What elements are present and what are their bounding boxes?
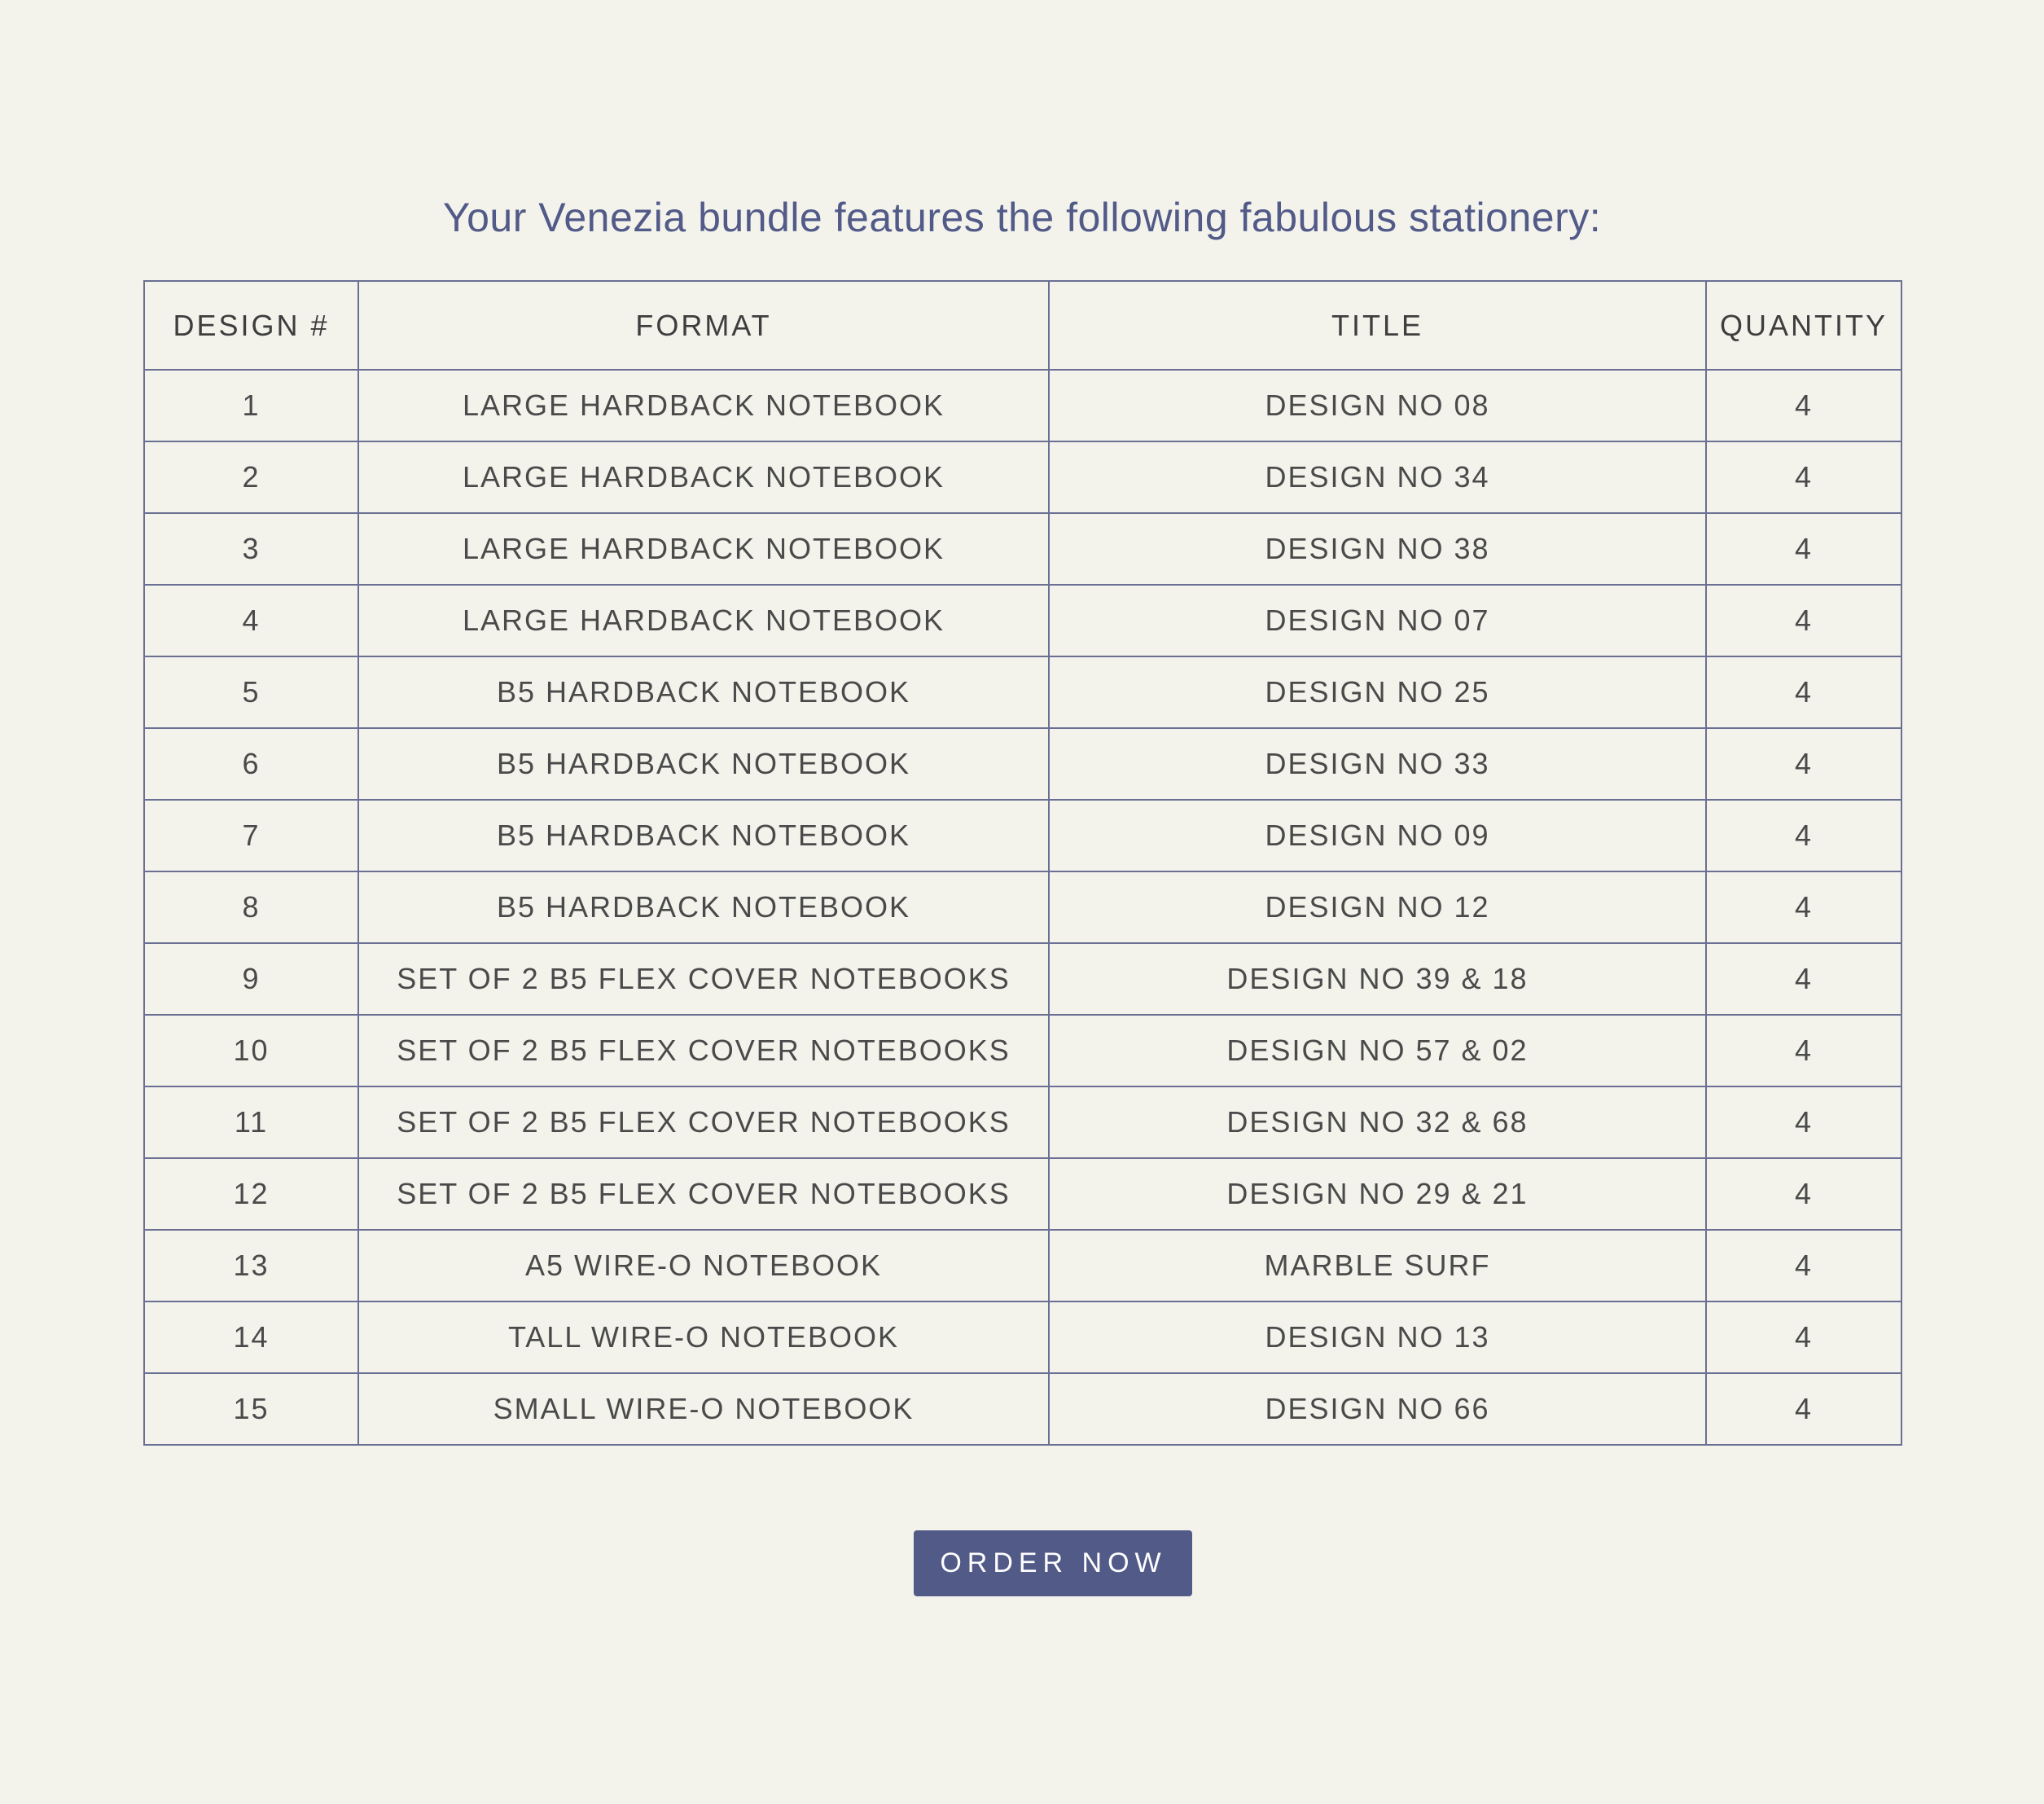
cell-title: MARBLE SURF [1049, 1230, 1706, 1301]
cell-format: LARGE HARDBACK NOTEBOOK [358, 513, 1049, 585]
cell-quantity: 4 [1706, 513, 1901, 585]
cell-design-number: 9 [144, 943, 358, 1015]
cell-design-number: 5 [144, 656, 358, 728]
cell-format: A5 WIRE-O NOTEBOOK [358, 1230, 1049, 1301]
cell-design-number: 11 [144, 1086, 358, 1158]
table-header-row [144, 281, 1901, 370]
table-row [144, 1015, 1901, 1086]
table-row [144, 585, 1901, 656]
cell-title: DESIGN NO 13 [1049, 1301, 1706, 1373]
cell-quantity: 4 [1706, 1230, 1901, 1301]
header-format: FORMAT [358, 281, 1049, 370]
cell-quantity: 4 [1706, 1015, 1901, 1086]
table-row [144, 1230, 1901, 1301]
table-row [144, 1086, 1901, 1158]
cell-title: DESIGN NO 57 & 02 [1049, 1015, 1706, 1086]
table-row [144, 513, 1901, 585]
cell-design-number: 15 [144, 1373, 358, 1445]
cell-format: LARGE HARDBACK NOTEBOOK [358, 370, 1049, 441]
cell-quantity: 4 [1706, 943, 1901, 1015]
cell-title: DESIGN NO 34 [1049, 441, 1706, 513]
cell-quantity: 4 [1706, 1301, 1901, 1373]
cell-title: DESIGN NO 38 [1049, 513, 1706, 585]
table-row [144, 728, 1901, 800]
cell-quantity: 4 [1706, 800, 1901, 871]
cell-design-number: 7 [144, 800, 358, 871]
cell-title: DESIGN NO 39 & 18 [1049, 943, 1706, 1015]
cell-quantity: 4 [1706, 871, 1901, 943]
cell-design-number: 6 [144, 728, 358, 800]
cell-format: B5 HARDBACK NOTEBOOK [358, 800, 1049, 871]
cell-quantity: 4 [1706, 656, 1901, 728]
cell-format: SET OF 2 B5 FLEX COVER NOTEBOOKS [358, 1158, 1049, 1230]
cell-design-number: 13 [144, 1230, 358, 1301]
cell-quantity: 4 [1706, 1086, 1901, 1158]
cell-design-number: 2 [144, 441, 358, 513]
table-row [144, 1373, 1901, 1445]
header-quantity: QUANTITY [1706, 281, 1901, 370]
cell-quantity: 4 [1706, 441, 1901, 513]
cell-design-number: 1 [144, 370, 358, 441]
cell-format: LARGE HARDBACK NOTEBOOK [358, 585, 1049, 656]
order-now-button[interactable]: ORDER NOW [914, 1530, 1192, 1596]
cell-title: DESIGN NO 09 [1049, 800, 1706, 871]
cell-design-number: 14 [144, 1301, 358, 1373]
stationery-table [143, 280, 1902, 1446]
cell-format: LARGE HARDBACK NOTEBOOK [358, 441, 1049, 513]
cell-design-number: 3 [144, 513, 358, 585]
cell-format: SMALL WIRE-O NOTEBOOK [358, 1373, 1049, 1445]
cell-title: DESIGN NO 07 [1049, 585, 1706, 656]
header-title: TITLE [1049, 281, 1706, 370]
cell-title: DESIGN NO 33 [1049, 728, 1706, 800]
cell-quantity: 4 [1706, 585, 1901, 656]
cell-title: DESIGN NO 29 & 21 [1049, 1158, 1706, 1230]
cell-quantity: 4 [1706, 1373, 1901, 1445]
cell-format: TALL WIRE-O NOTEBOOK [358, 1301, 1049, 1373]
table-row [144, 370, 1901, 441]
cell-design-number: 4 [144, 585, 358, 656]
cell-quantity: 4 [1706, 728, 1901, 800]
cell-design-number: 12 [144, 1158, 358, 1230]
cell-quantity: 4 [1706, 370, 1901, 441]
table-row [144, 441, 1901, 513]
table-row [144, 871, 1901, 943]
cell-format: B5 HARDBACK NOTEBOOK [358, 656, 1049, 728]
cell-title: DESIGN NO 08 [1049, 370, 1706, 441]
table-row [144, 1158, 1901, 1230]
cell-format: B5 HARDBACK NOTEBOOK [358, 728, 1049, 800]
cell-format: B5 HARDBACK NOTEBOOK [358, 871, 1049, 943]
cell-title: DESIGN NO 25 [1049, 656, 1706, 728]
table-row [144, 800, 1901, 871]
cell-title: DESIGN NO 32 & 68 [1049, 1086, 1706, 1158]
header-design-number: DESIGN # [144, 281, 358, 370]
cell-format: SET OF 2 B5 FLEX COVER NOTEBOOKS [358, 1086, 1049, 1158]
cell-title: DESIGN NO 66 [1049, 1373, 1706, 1445]
cell-format: SET OF 2 B5 FLEX COVER NOTEBOOKS [358, 943, 1049, 1015]
cell-design-number: 8 [144, 871, 358, 943]
cell-format: SET OF 2 B5 FLEX COVER NOTEBOOKS [358, 1015, 1049, 1086]
cell-quantity: 4 [1706, 1158, 1901, 1230]
bundle-heading: Your Venezia bundle features the following fabulous stationery: [442, 195, 1602, 240]
table-row [144, 1301, 1901, 1373]
table-row [144, 943, 1901, 1015]
cell-design-number: 10 [144, 1015, 358, 1086]
table-row [144, 656, 1901, 728]
cell-title: DESIGN NO 12 [1049, 871, 1706, 943]
